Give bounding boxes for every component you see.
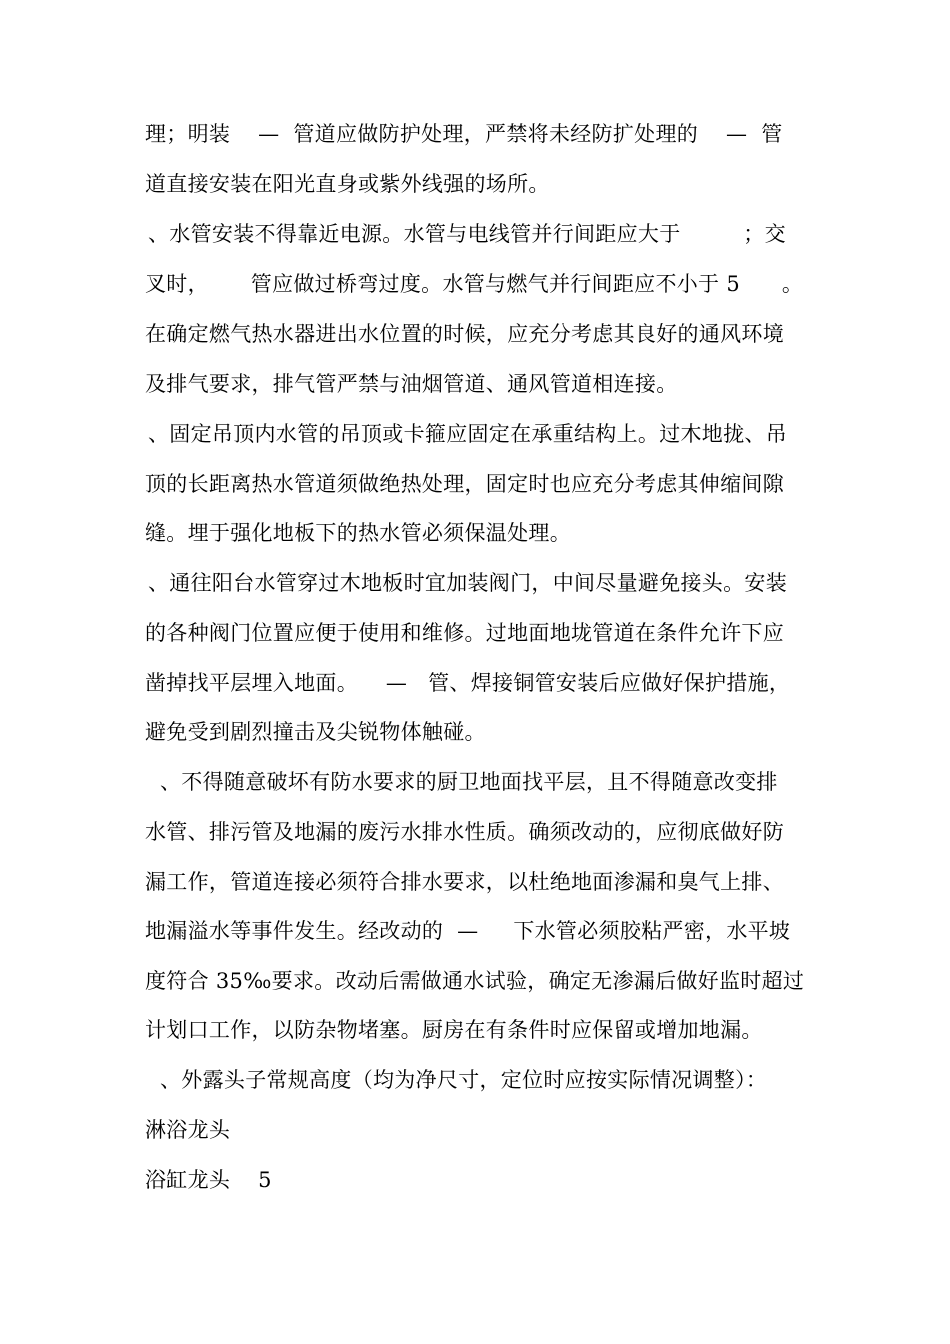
paragraph-line: 水管、排污管及地漏的废污水排水性质。确须改动的，应彻底做好防	[145, 820, 784, 844]
paragraph-line: 浴缸龙头 5	[145, 1168, 272, 1192]
paragraph-line: 地漏溢水等事件发生。经改动的 — 下水管必须胶粘严密，水平坡	[145, 919, 791, 943]
paragraph-line: 、水管安装不得靠近电源。水管与电线管并行间距应大于 ；交	[148, 222, 786, 246]
paragraph-line: 及排气要求，排气管严禁与油烟管道、通风管道相连接。	[145, 372, 678, 396]
paragraph-line: 、外露头子常规高度（均为净尺寸，定位时应按实际情况调整）：	[160, 1068, 768, 1092]
paragraph-line: 道直接安装在阳光直身或紫外线强的场所。	[145, 172, 550, 196]
paragraph-line: 计划口工作，以防杂物堵塞。厨房在有条件时应保留或增加地漏。	[145, 1018, 763, 1042]
paragraph-line: 、固定吊顶内水管的吊顶或卡箍应固定在承重结构上。过木地拢、吊	[148, 422, 787, 446]
paragraph-line: 凿掉找平层埋入地面。 — 管、焊接铜管安装后应做好保护措施，	[145, 671, 791, 695]
paragraph-line: 、通往阳台水管穿过木地板时宜加装阀门，中间尽量避免接头。安装	[148, 571, 787, 595]
paragraph-line: 在确定燃气热水器进出水位置的时候，应充分考虑其良好的通风环境	[145, 322, 784, 346]
paragraph-line: 、不得随意破坏有防水要求的厨卫地面找平层，且不得随意改变排	[160, 770, 778, 794]
paragraph-line: 淋浴龙头	[145, 1118, 231, 1142]
paragraph-line: 缝。埋于强化地板下的热水管必须保温处理。	[145, 521, 571, 545]
paragraph-line: 叉时， 管应做过桥弯过度。水管与燃气并行间距应不小于 5 。	[145, 272, 804, 296]
paragraph-line: 避免受到剧烈撞击及尖锐物体触碰。	[145, 720, 486, 744]
paragraph-line: 的各种阀门位置应便于使用和维修。过地面地垅管道在条件允许下应	[145, 621, 784, 645]
paragraph-line: 顶的长距离热水管道须做绝热处理，固定时也应充分考虑其伸缩间隙	[145, 472, 784, 496]
paragraph-line: 漏工作，管道连接必须符合排水要求，以杜绝地面渗漏和臭气上排、	[145, 870, 784, 894]
paragraph-line: 度符合 35‰要求。改动后需做通水试验，确定无渗漏后做好监时超过	[145, 969, 805, 993]
paragraph-line: 理；明装 — 管道应做防护处理，严禁将未经防扩处理的 — 管	[145, 122, 783, 146]
